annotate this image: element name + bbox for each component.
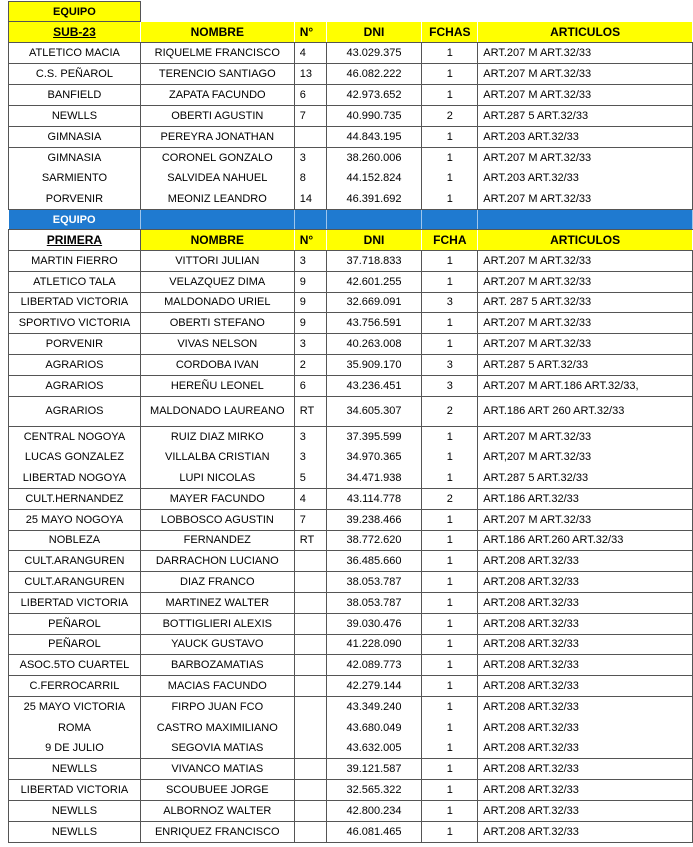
dni-cell: 44.843.195 (326, 127, 422, 148)
dates-cell: 1 (422, 717, 478, 738)
dni-cell: 43.756.591 (326, 313, 422, 334)
team-cell: ASOC.5TO CUARTEL (9, 655, 141, 676)
table-row (9, 43, 693, 64)
table-row (9, 468, 693, 489)
articles-cell: ART.207 M ART.32/33 (478, 509, 693, 530)
dni-cell: 46.391.692 (326, 189, 422, 210)
dates-cell: 3 (422, 375, 478, 396)
dni-cell: 42.800.234 (326, 800, 422, 821)
dates-cell: 1 (422, 468, 478, 489)
shirt-number-cell: 9 (294, 313, 326, 334)
dni-cell: 43.349.240 (326, 696, 422, 717)
player-name-cell: CASTRO MAXIMILIANO (140, 717, 294, 738)
dni-cell: 32.565.322 (326, 780, 422, 801)
team-cell: GIMNASIA (9, 148, 141, 168)
articles-cell: ART.207 M ART.32/33 (478, 334, 693, 355)
dni-cell: 42.279.144 (326, 676, 422, 697)
articles-cell: ART.186 ART 260 ART.32/33 (478, 396, 693, 426)
team-cell: CULT.ARANGUREN (9, 551, 141, 572)
shirt-number-cell: 9 (294, 271, 326, 292)
table-row (9, 354, 693, 375)
table-row (9, 717, 693, 738)
player-name-cell: VITTORI JULIAN (140, 251, 294, 272)
player-name-cell: RIQUELME FRANCISCO (140, 43, 294, 64)
player-name-cell: SALVIDEA NAHUEL (140, 168, 294, 189)
dates-cell: 1 (422, 334, 478, 355)
articles-cell: ART.203 ART.32/33 (478, 127, 693, 148)
table-row (9, 572, 693, 593)
shirt-number-cell: 3 (294, 251, 326, 272)
sub23-header-row (9, 22, 693, 43)
player-name-cell: TERENCIO SANTIAGO (140, 64, 294, 85)
player-name-cell: MACIAS FACUNDO (140, 676, 294, 697)
header-dni: DNI (326, 22, 422, 43)
dni-cell: 42.973.652 (326, 85, 422, 106)
dates-cell: 1 (422, 572, 478, 593)
shirt-number-cell (294, 551, 326, 572)
articles-cell: ART.207 M ART.32/33 (478, 313, 693, 334)
articles-cell: ART.207 M ART.32/33 (478, 64, 693, 85)
team-cell: LIBERTAD NOGOYA (9, 468, 141, 489)
dates-cell: 1 (422, 696, 478, 717)
dates-cell: 1 (422, 759, 478, 780)
shirt-number-cell (294, 613, 326, 634)
sub23-title: SUB-23 (9, 22, 141, 43)
player-name-cell: ENRIQUEZ FRANCISCO (140, 821, 294, 842)
articles-cell: ART.208 ART.32/33 (478, 676, 693, 697)
team-cell: NEWLLS (9, 800, 141, 821)
articles-cell: ART.207 M ART.32/33 (478, 271, 693, 292)
articles-cell: ART.287 5 ART.32/33 (478, 106, 693, 127)
shirt-number-cell: 13 (294, 64, 326, 85)
player-name-cell: BOTTIGLIERI ALEXIS (140, 613, 294, 634)
dni-cell: 42.601.255 (326, 271, 422, 292)
dates-cell: 2 (422, 488, 478, 509)
shirt-number-cell (294, 800, 326, 821)
shirt-number-cell (294, 655, 326, 676)
dni-cell: 43.632.005 (326, 738, 422, 759)
blue-bar-label: EQUIPO (9, 210, 141, 230)
team-cell: C.S. PEÑAROL (9, 64, 141, 85)
dni-cell: 43.680.049 (326, 717, 422, 738)
table-row (9, 800, 693, 821)
articles-cell: ART.208 ART.32/33 (478, 738, 693, 759)
dates-cell: 1 (422, 613, 478, 634)
articles-cell: ART.287 5 ART.32/33 (478, 354, 693, 375)
dni-cell: 36.485.660 (326, 551, 422, 572)
player-name-cell: MALDONADO LAUREANO (140, 396, 294, 426)
table-row (9, 106, 693, 127)
dni-cell: 39.121.587 (326, 759, 422, 780)
team-cell: 9 DE JULIO (9, 738, 141, 759)
articles-cell: ART.208 ART.32/33 (478, 572, 693, 593)
sub23-equipo-row (9, 2, 693, 22)
dates-cell: 3 (422, 354, 478, 375)
player-name-cell: YAUCK GUSTAVO (140, 634, 294, 655)
table-row (9, 168, 693, 189)
shirt-number-cell: 8 (294, 168, 326, 189)
shirt-number-cell: 4 (294, 43, 326, 64)
player-name-cell: PEREYRA JONATHAN (140, 127, 294, 148)
player-name-cell: VIVAS NELSON (140, 334, 294, 355)
shirt-number-cell: 3 (294, 148, 326, 168)
shirt-number-cell: 3 (294, 426, 326, 447)
dates-cell: 1 (422, 551, 478, 572)
player-name-cell: DARRACHON LUCIANO (140, 551, 294, 572)
dates-cell: 3 (422, 292, 478, 313)
team-cell: NEWLLS (9, 106, 141, 127)
dni-cell: 34.970.365 (326, 447, 422, 468)
table-row (9, 375, 693, 396)
player-name-cell: SEGOVIA MATIAS (140, 738, 294, 759)
dni-cell: 38.772.620 (326, 530, 422, 551)
dates-cell: 1 (422, 85, 478, 106)
shirt-number-cell: 7 (294, 509, 326, 530)
dates-cell: 1 (422, 271, 478, 292)
shirt-number-cell (294, 780, 326, 801)
articles-cell: ART.208 ART.32/33 (478, 592, 693, 613)
player-name-cell: SCOUBUEE JORGE (140, 780, 294, 801)
table-row (9, 676, 693, 697)
player-name-cell: CORDOBA IVAN (140, 354, 294, 375)
team-cell: MARTIN FIERRO (9, 251, 141, 272)
shirt-number-cell (294, 127, 326, 148)
articles-cell: ART.208 ART.32/33 (478, 634, 693, 655)
player-name-cell: OBERTI STEFANO (140, 313, 294, 334)
articles-cell: ART,207 M ART.32/33 (478, 447, 693, 468)
player-name-cell: FERNANDEZ (140, 530, 294, 551)
header-fechas: FCHAS (422, 22, 478, 43)
dni-cell: 38.053.787 (326, 592, 422, 613)
team-cell: 25 MAYO NOGOYA (9, 509, 141, 530)
player-name-cell: VILLALBA CRISTIAN (140, 447, 294, 468)
dates-cell: 1 (422, 148, 478, 168)
player-name-cell: RUIZ DIAZ MIRKO (140, 426, 294, 447)
dates-cell: 1 (422, 64, 478, 85)
table-row (9, 148, 693, 168)
dates-cell: 1 (422, 800, 478, 821)
shirt-number-cell (294, 696, 326, 717)
dni-cell: 44.152.824 (326, 168, 422, 189)
player-name-cell: ZAPATA FACUNDO (140, 85, 294, 106)
team-cell: CULT.ARANGUREN (9, 572, 141, 593)
team-cell: 25 MAYO VICTORIA (9, 696, 141, 717)
dates-cell: 1 (422, 426, 478, 447)
shirt-number-cell: RT (294, 396, 326, 426)
table-row (9, 821, 693, 842)
shirt-number-cell (294, 717, 326, 738)
header-numero: N° (294, 230, 326, 251)
dni-cell: 39.238.466 (326, 509, 422, 530)
table-row (9, 313, 693, 334)
shirt-number-cell (294, 821, 326, 842)
dates-cell: 2 (422, 106, 478, 127)
team-cell: PORVENIR (9, 334, 141, 355)
shirt-number-cell: 3 (294, 334, 326, 355)
table-row (9, 509, 693, 530)
dates-cell: 1 (422, 127, 478, 148)
table-row (9, 759, 693, 780)
header-articulos: ARTICULOS (478, 230, 693, 251)
shirt-number-cell (294, 634, 326, 655)
shirt-number-cell: 5 (294, 468, 326, 489)
team-cell: CENTRAL NOGOYA (9, 426, 141, 447)
player-name-cell: LUPI NICOLAS (140, 468, 294, 489)
shirt-number-cell: 7 (294, 106, 326, 127)
player-name-cell: VELAZQUEZ DIMA (140, 271, 294, 292)
dates-cell: 1 (422, 592, 478, 613)
primera-header-row (9, 230, 693, 251)
articles-cell: ART.186 ART.260 ART.32/33 (478, 530, 693, 551)
dni-cell: 39.030.476 (326, 613, 422, 634)
header-dni: DNI (326, 230, 422, 251)
team-cell: PEÑAROL (9, 613, 141, 634)
player-name-cell: FIRPO JUAN FCO (140, 696, 294, 717)
articles-cell: ART.207 M ART.32/33 (478, 43, 693, 64)
dni-cell: 34.471.938 (326, 468, 422, 489)
player-name-cell: MALDONADO URIEL (140, 292, 294, 313)
team-cell: BANFIELD (9, 85, 141, 106)
shirt-number-cell: 9 (294, 292, 326, 313)
table-row (9, 426, 693, 447)
player-name-cell: CORONEL GONZALO (140, 148, 294, 168)
dni-cell: 43.236.451 (326, 375, 422, 396)
header-nombre: NOMBRE (140, 230, 294, 251)
dates-cell: 1 (422, 251, 478, 272)
shirt-number-cell (294, 759, 326, 780)
dni-cell: 38.260.006 (326, 148, 422, 168)
dni-cell: 32.669.091 (326, 292, 422, 313)
team-cell: LIBERTAD VICTORIA (9, 292, 141, 313)
articles-cell: ART.287 5 ART.32/33 (478, 468, 693, 489)
dates-cell: 1 (422, 530, 478, 551)
header-numero: N° (294, 22, 326, 43)
header-nombre: NOMBRE (140, 22, 294, 43)
articles-cell: ART.208 ART.32/33 (478, 551, 693, 572)
dni-cell: 46.081.465 (326, 821, 422, 842)
sub23-section (9, 2, 693, 210)
table-row (9, 634, 693, 655)
player-name-cell: MEONIZ LEANDRO (140, 189, 294, 210)
dates-cell: 1 (422, 43, 478, 64)
header-articulos: ARTICULOS (478, 22, 693, 43)
player-name-cell: OBERTI AGUSTIN (140, 106, 294, 127)
team-cell: PORVENIR (9, 189, 141, 210)
dates-cell: 1 (422, 313, 478, 334)
dni-cell: 37.718.833 (326, 251, 422, 272)
table-row (9, 696, 693, 717)
table-row (9, 780, 693, 801)
articles-cell: ART.186 ART.32/33 (478, 488, 693, 509)
player-name-cell: MARTINEZ WALTER (140, 592, 294, 613)
table-row (9, 613, 693, 634)
shirt-number-cell: 4 (294, 488, 326, 509)
articles-cell: ART.203 ART.32/33 (478, 168, 693, 189)
dni-cell: 35.909.170 (326, 354, 422, 375)
team-cell: NEWLLS (9, 759, 141, 780)
player-name-cell: LOBBOSCO AGUSTIN (140, 509, 294, 530)
shirt-number-cell: 6 (294, 85, 326, 106)
header-fecha: FCHA (422, 230, 478, 251)
team-cell: ATLETICO TALA (9, 271, 141, 292)
dni-cell: 46.082.222 (326, 64, 422, 85)
articles-cell: ART.208 ART.32/33 (478, 780, 693, 801)
shirt-number-cell (294, 738, 326, 759)
shirt-number-cell: 2 (294, 354, 326, 375)
articles-cell: ART.208 ART.32/33 (478, 655, 693, 676)
table-row (9, 488, 693, 509)
sanctions-table (8, 1, 693, 843)
table-row (9, 592, 693, 613)
articles-cell: ART.208 ART.32/33 (478, 821, 693, 842)
table-row (9, 85, 693, 106)
team-cell: LIBERTAD VICTORIA (9, 780, 141, 801)
dni-cell: 34.605.307 (326, 396, 422, 426)
sub23-equipo-label: EQUIPO (9, 2, 141, 22)
shirt-number-cell: 6 (294, 375, 326, 396)
team-cell: NOBLEZA (9, 530, 141, 551)
articles-cell: ART.207 M ART.32/33 (478, 251, 693, 272)
table-row (9, 64, 693, 85)
player-name-cell: HEREÑU LEONEL (140, 375, 294, 396)
dates-cell: 1 (422, 509, 478, 530)
team-cell: GIMNASIA (9, 127, 141, 148)
team-cell: ATLETICO MACIA (9, 43, 141, 64)
table-row (9, 738, 693, 759)
dni-cell: 40.990.735 (326, 106, 422, 127)
player-name-cell: ALBORNOZ WALTER (140, 800, 294, 821)
articles-cell: ART. 287 5 ART.32/33 (478, 292, 693, 313)
dni-cell: 37.395.599 (326, 426, 422, 447)
dates-cell: 2 (422, 396, 478, 426)
dni-cell: 38.053.787 (326, 572, 422, 593)
dates-cell: 1 (422, 738, 478, 759)
player-name-cell: BARBOZAMATIAS (140, 655, 294, 676)
articles-cell: ART.207 M ART.32/33 (478, 426, 693, 447)
dates-cell: 1 (422, 821, 478, 842)
team-cell: SARMIENTO (9, 168, 141, 189)
articles-cell: ART.207 M ART.32/33 (478, 148, 693, 168)
table-row (9, 127, 693, 148)
blue-bar-row (9, 210, 693, 230)
shirt-number-cell (294, 572, 326, 593)
player-name-cell: DIAZ FRANCO (140, 572, 294, 593)
articles-cell: ART.207 M ART.186 ART.32/33, (478, 375, 693, 396)
articles-cell: ART.207 M ART.32/33 (478, 85, 693, 106)
table-row (9, 189, 693, 210)
table-row (9, 334, 693, 355)
articles-cell: ART.208 ART.32/33 (478, 696, 693, 717)
table-row (9, 271, 693, 292)
dates-cell: 1 (422, 655, 478, 676)
team-cell: LIBERTAD VICTORIA (9, 592, 141, 613)
shirt-number-cell: RT (294, 530, 326, 551)
table-row (9, 292, 693, 313)
table-row (9, 251, 693, 272)
articles-cell: ART.207 M ART.32/33 (478, 189, 693, 210)
shirt-number-cell (294, 676, 326, 697)
dates-cell: 1 (422, 634, 478, 655)
player-name-cell: VIVANCO MATIAS (140, 759, 294, 780)
shirt-number-cell (294, 592, 326, 613)
dni-cell: 42.089.773 (326, 655, 422, 676)
team-cell: CULT.HERNANDEZ (9, 488, 141, 509)
team-cell: LUCAS GONZALEZ (9, 447, 141, 468)
team-cell: AGRARIOS (9, 354, 141, 375)
dni-cell: 43.029.375 (326, 43, 422, 64)
primera-title: PRIMERA (9, 230, 141, 251)
team-cell: ROMA (9, 717, 141, 738)
dni-cell: 40.263.008 (326, 334, 422, 355)
dates-cell: 1 (422, 189, 478, 210)
shirt-number-cell: 14 (294, 189, 326, 210)
table-row (9, 655, 693, 676)
dates-cell: 1 (422, 447, 478, 468)
player-name-cell: MAYER FACUNDO (140, 488, 294, 509)
articles-cell: ART.208 ART.32/33 (478, 759, 693, 780)
shirt-number-cell: 3 (294, 447, 326, 468)
table-row (9, 396, 693, 426)
table-row (9, 447, 693, 468)
articles-cell: ART.208 ART.32/33 (478, 613, 693, 634)
dni-cell: 41.228.090 (326, 634, 422, 655)
dates-cell: 1 (422, 780, 478, 801)
team-cell: AGRARIOS (9, 375, 141, 396)
team-cell: NEWLLS (9, 821, 141, 842)
team-cell: AGRARIOS (9, 396, 141, 426)
articles-cell: ART.208 ART.32/33 (478, 717, 693, 738)
team-cell: SPORTIVO VICTORIA (9, 313, 141, 334)
table-row (9, 530, 693, 551)
team-cell: PEÑAROL (9, 634, 141, 655)
dni-cell: 43.114.778 (326, 488, 422, 509)
dates-cell: 1 (422, 168, 478, 189)
articles-cell: ART.208 ART.32/33 (478, 800, 693, 821)
table-row (9, 551, 693, 572)
primera-section (9, 230, 693, 843)
team-cell: C.FERROCARRIL (9, 676, 141, 697)
dates-cell: 1 (422, 676, 478, 697)
blue-separator (9, 210, 693, 230)
